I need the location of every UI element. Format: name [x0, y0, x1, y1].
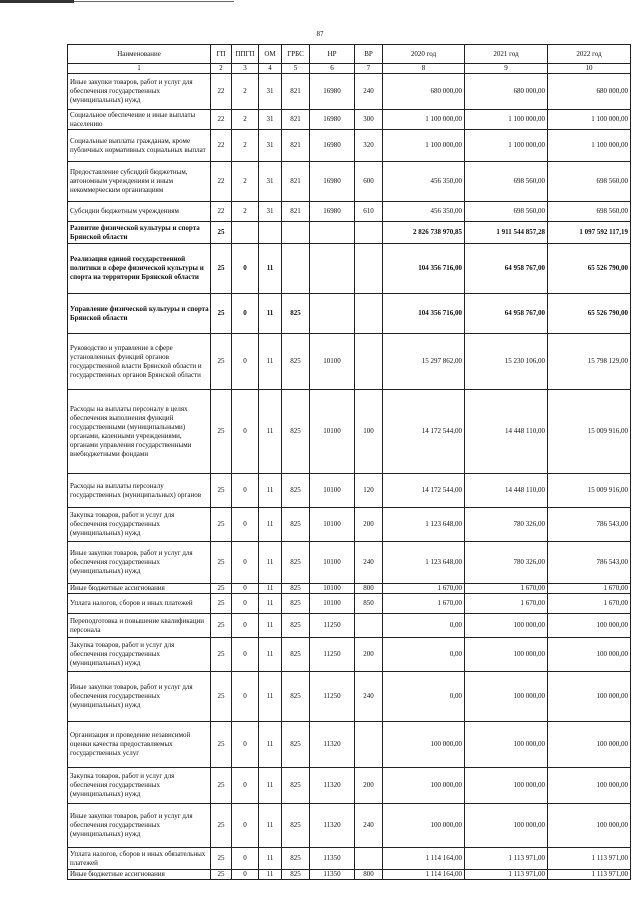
cell-ppgp	[232, 222, 259, 244]
cell-vr	[355, 222, 383, 244]
cell-2021: 100 000,00	[465, 804, 548, 848]
cell-vr: 240	[355, 542, 383, 584]
cell-2020: 100 000,00	[383, 722, 465, 768]
cell-gp: 25	[211, 638, 232, 672]
col-header-2021: 2021 год	[465, 45, 548, 64]
cell-nr: 11320	[310, 722, 355, 768]
cell-2022: 1 113 971,00	[548, 848, 631, 870]
cell-nr: 11350	[310, 870, 355, 880]
cell-name: Организация и проведение независимой оценки качества предоставляемых государственных услуг	[68, 722, 211, 768]
cell-name: Социальное обеспечение и иные выплаты населению	[68, 110, 211, 130]
cell-vr: 200	[355, 638, 383, 672]
cell-ppgp: 0	[232, 804, 259, 848]
cell-2022: 680 000,00	[548, 74, 631, 110]
cell-ppgp: 0	[232, 508, 259, 542]
cell-nr: 16980	[310, 130, 355, 162]
cell-2022: 786 543,00	[548, 542, 631, 584]
cell-om: 11	[259, 804, 282, 848]
table-row	[68, 638, 631, 672]
cell-2022: 100 000,00	[548, 672, 631, 722]
cell-2020: 1 114 164,00	[383, 848, 465, 870]
cell-name: Иные закупки товаров, работ и услуг для обеспечения государственных (муниципальных) нужд	[68, 672, 211, 722]
cell-2022: 100 000,00	[548, 614, 631, 638]
cell-name: Расходы на выплаты персоналу в целях обеспечения выполнения функций государственными (муниципальными) органами, казенными учреждениями, органами управления государственными внебюджетными фондами	[68, 390, 211, 474]
table-row	[68, 722, 631, 768]
cell-gp: 25	[211, 584, 232, 594]
cell-om: 11	[259, 722, 282, 768]
cell-om: 11	[259, 594, 282, 614]
cell-ppgp: 2	[232, 130, 259, 162]
header-row	[68, 45, 631, 64]
cell-nr: 11250	[310, 614, 355, 638]
cell-2021: 780 326,00	[465, 508, 548, 542]
col-number: 1	[68, 64, 211, 74]
cell-ppgp: 0	[232, 334, 259, 390]
cell-vr: 850	[355, 594, 383, 614]
cell-vr: 100	[355, 390, 383, 474]
cell-2022: 1 100 000,00	[548, 130, 631, 162]
cell-gp: 25	[211, 542, 232, 584]
col-number: 5	[282, 64, 310, 74]
cell-2020: 1 670,00	[383, 594, 465, 614]
cell-2021: 698 560,00	[465, 202, 548, 222]
cell-ppgp: 0	[232, 390, 259, 474]
cell-om: 11	[259, 508, 282, 542]
cell-name: Переподготовка и повышение квалификации персонала	[68, 614, 211, 638]
cell-vr	[355, 244, 383, 294]
cell-2022: 1 100 000,00	[548, 110, 631, 130]
cell-grbs: 825	[282, 848, 310, 870]
cell-om: 31	[259, 202, 282, 222]
budget-table	[67, 44, 631, 880]
cell-gp: 22	[211, 162, 232, 202]
cell-om: 11	[259, 848, 282, 870]
cell-om: 11	[259, 584, 282, 594]
cell-grbs: 825	[282, 390, 310, 474]
cell-vr: 240	[355, 74, 383, 110]
table-row	[68, 672, 631, 722]
cell-2021: 1 100 000,00	[465, 110, 548, 130]
cell-grbs: 825	[282, 614, 310, 638]
cell-2022: 1 670,00	[548, 584, 631, 594]
cell-vr	[355, 294, 383, 334]
cell-vr: 320	[355, 130, 383, 162]
col-number: 2	[211, 64, 232, 74]
cell-2020: 1 100 000,00	[383, 130, 465, 162]
table-row	[68, 130, 631, 162]
cell-2022: 786 543,00	[548, 508, 631, 542]
col-header-nr: НР	[310, 45, 355, 64]
cell-gp: 25	[211, 508, 232, 542]
cell-nr: 11350	[310, 848, 355, 870]
cell-om: 31	[259, 110, 282, 130]
cell-gp: 22	[211, 110, 232, 130]
cell-2021: 1 670,00	[465, 594, 548, 614]
col-number: 8	[383, 64, 465, 74]
cell-2022: 100 000,00	[548, 722, 631, 768]
cell-gp: 25	[211, 672, 232, 722]
cell-nr: 10100	[310, 334, 355, 390]
table-row	[68, 768, 631, 804]
cell-2021: 1 113 971,00	[465, 848, 548, 870]
table-row	[68, 594, 631, 614]
cell-2020: 1 123 648,00	[383, 508, 465, 542]
cell-grbs: 825	[282, 870, 310, 880]
cell-2022: 15 009 916,00	[548, 390, 631, 474]
cell-2022: 1 113 971,00	[548, 870, 631, 880]
cell-om: 11	[259, 672, 282, 722]
cell-name: Субсидии бюджетным учреждениям	[68, 202, 211, 222]
table-row	[68, 584, 631, 594]
cell-nr: 10100	[310, 390, 355, 474]
cell-2021: 100 000,00	[465, 638, 548, 672]
cell-ppgp: 0	[232, 638, 259, 672]
cell-name: Реализация единой государственной политики в сфере физической культуры и спорта на территории Брянской области	[68, 244, 211, 294]
cell-nr: 16980	[310, 110, 355, 130]
cell-nr: 10100	[310, 474, 355, 508]
cell-2021: 64 958 767,00	[465, 294, 548, 334]
cell-nr: 10100	[310, 594, 355, 614]
cell-vr	[355, 848, 383, 870]
cell-vr: 200	[355, 508, 383, 542]
cell-2022: 15 798 129,00	[548, 334, 631, 390]
cell-2021: 100 000,00	[465, 614, 548, 638]
cell-vr: 800	[355, 870, 383, 880]
cell-grbs: 825	[282, 804, 310, 848]
cell-ppgp: 2	[232, 74, 259, 110]
table-row	[68, 474, 631, 508]
cell-name: Закупка товаров, работ и услуг для обеспечения государственных (муниципальных) нужд	[68, 768, 211, 804]
cell-nr: 16980	[310, 202, 355, 222]
cell-gp: 25	[211, 614, 232, 638]
cell-2020: 1 123 648,00	[383, 542, 465, 584]
cell-om: 11	[259, 614, 282, 638]
cell-2022: 65 526 790,00	[548, 294, 631, 334]
cell-ppgp: 0	[232, 594, 259, 614]
cell-grbs: 825	[282, 584, 310, 594]
cell-gp: 25	[211, 722, 232, 768]
cell-nr: 11250	[310, 638, 355, 672]
cell-name: Управление физической культуры и спорта Брянской области	[68, 294, 211, 334]
cell-gp: 25	[211, 870, 232, 880]
cell-2021: 100 000,00	[465, 672, 548, 722]
cell-grbs: 825	[282, 722, 310, 768]
cell-ppgp: 0	[232, 870, 259, 880]
cell-2021: 14 448 110,00	[465, 474, 548, 508]
col-number: 10	[548, 64, 631, 74]
cell-2020: 456 350,00	[383, 202, 465, 222]
cell-2020: 1 670,00	[383, 584, 465, 594]
cell-name: Закупка товаров, работ и услуг для обеспечения государственных (муниципальных) нужд	[68, 638, 211, 672]
cell-vr: 240	[355, 672, 383, 722]
cell-om: 11	[259, 638, 282, 672]
table-row	[68, 162, 631, 202]
cell-gp: 25	[211, 294, 232, 334]
cell-nr	[310, 222, 355, 244]
cell-gp: 25	[211, 244, 232, 294]
cell-om: 11	[259, 244, 282, 294]
cell-grbs: 825	[282, 638, 310, 672]
cell-2020: 15 297 862,00	[383, 334, 465, 390]
table-row	[68, 804, 631, 848]
cell-gp: 25	[211, 848, 232, 870]
top-rule-thin	[74, 1, 234, 2]
cell-grbs: 825	[282, 672, 310, 722]
cell-2021: 680 000,00	[465, 74, 548, 110]
table-row	[68, 244, 631, 294]
col-header-2020: 2020 год	[383, 45, 465, 64]
cell-2020: 100 000,00	[383, 768, 465, 804]
cell-vr: 200	[355, 768, 383, 804]
cell-ppgp: 0	[232, 294, 259, 334]
cell-om: 11	[259, 542, 282, 584]
cell-om: 11	[259, 768, 282, 804]
cell-nr: 16980	[310, 162, 355, 202]
cell-grbs: 825	[282, 508, 310, 542]
table-row	[68, 542, 631, 584]
col-header-vr: ВР	[355, 45, 383, 64]
cell-vr	[355, 614, 383, 638]
cell-name: Предоставление субсидий бюджетным, автономным учреждениям и иным некоммерческим организациям	[68, 162, 211, 202]
table-row	[68, 390, 631, 474]
col-header-2022: 2022 год	[548, 45, 631, 64]
cell-om: 11	[259, 870, 282, 880]
cell-2020: 456 350,00	[383, 162, 465, 202]
cell-ppgp: 0	[232, 474, 259, 508]
cell-name: Иные закупки товаров, работ и услуг для обеспечения государственных (муниципальных) нужд	[68, 542, 211, 584]
cell-2022: 1 097 592 117,19	[548, 222, 631, 244]
table-row	[68, 870, 631, 880]
cell-grbs	[282, 244, 310, 294]
cell-2021: 1 113 971,00	[465, 870, 548, 880]
cell-2021: 698 560,00	[465, 162, 548, 202]
cell-grbs: 825	[282, 542, 310, 584]
table-row	[68, 614, 631, 638]
cell-2020: 14 172 544,00	[383, 390, 465, 474]
col-header-ppgp: ППГП	[232, 45, 259, 64]
cell-name: Иные бюджетные ассигнования	[68, 584, 211, 594]
cell-name: Иные бюджетные ассигнования	[68, 870, 211, 880]
cell-nr: 11250	[310, 672, 355, 722]
cell-gp: 22	[211, 202, 232, 222]
cell-nr: 11320	[310, 804, 355, 848]
cell-2021: 780 326,00	[465, 542, 548, 584]
cell-2022: 15 009 916,00	[548, 474, 631, 508]
col-number: 3	[232, 64, 259, 74]
cell-2022: 698 560,00	[548, 162, 631, 202]
col-number: 9	[465, 64, 548, 74]
cell-2021: 64 958 767,00	[465, 244, 548, 294]
cell-2020: 1 100 000,00	[383, 110, 465, 130]
cell-vr: 120	[355, 474, 383, 508]
cell-2020: 1 114 164,00	[383, 870, 465, 880]
cell-om: 11	[259, 474, 282, 508]
cell-om: 11	[259, 294, 282, 334]
cell-ppgp: 2	[232, 202, 259, 222]
cell-gp: 25	[211, 768, 232, 804]
cell-gp: 22	[211, 74, 232, 110]
cell-ppgp: 0	[232, 542, 259, 584]
cell-gp: 25	[211, 334, 232, 390]
cell-grbs: 825	[282, 594, 310, 614]
cell-nr: 11320	[310, 768, 355, 804]
cell-vr: 800	[355, 584, 383, 594]
cell-name: Иные закупки товаров, работ и услуг для обеспечения государственных (муниципальных) нужд	[68, 804, 211, 848]
cell-gp: 25	[211, 474, 232, 508]
cell-grbs: 825	[282, 768, 310, 804]
cell-2022: 1 670,00	[548, 594, 631, 614]
cell-name: Руководство и управление в сфере установленных функций органов государственной власти Брянской области и государственных органов Брянской области	[68, 334, 211, 390]
cell-om: 31	[259, 74, 282, 110]
cell-ppgp: 0	[232, 672, 259, 722]
cell-2020: 0,00	[383, 614, 465, 638]
cell-ppgp: 0	[232, 768, 259, 804]
cell-gp: 22	[211, 130, 232, 162]
cell-2022: 100 000,00	[548, 804, 631, 848]
cell-2022: 100 000,00	[548, 768, 631, 804]
cell-gp: 25	[211, 222, 232, 244]
cell-vr: 600	[355, 162, 383, 202]
cell-2022: 100 000,00	[548, 638, 631, 672]
col-number: 6	[310, 64, 355, 74]
cell-gp: 25	[211, 804, 232, 848]
cell-grbs: 825	[282, 334, 310, 390]
table-row	[68, 508, 631, 542]
col-header-om: ОМ	[259, 45, 282, 64]
cell-name: Расходы на выплаты персоналу государственных (муниципальных) органов	[68, 474, 211, 508]
cell-2020: 680 000,00	[383, 74, 465, 110]
cell-grbs: 825	[282, 474, 310, 508]
cell-om: 11	[259, 334, 282, 390]
top-rule	[0, 0, 74, 3]
cell-2021: 14 448 110,00	[465, 390, 548, 474]
cell-nr: 10100	[310, 542, 355, 584]
cell-gp: 25	[211, 390, 232, 474]
column-number-row	[68, 64, 631, 74]
cell-vr: 240	[355, 804, 383, 848]
col-number: 4	[259, 64, 282, 74]
cell-om: 11	[259, 390, 282, 474]
cell-grbs: 821	[282, 162, 310, 202]
cell-ppgp: 0	[232, 722, 259, 768]
cell-ppgp: 0	[232, 614, 259, 638]
cell-name: Закупка товаров, работ и услуг для обеспечения государственных (муниципальных) нужд	[68, 508, 211, 542]
cell-nr: 10100	[310, 508, 355, 542]
cell-nr	[310, 244, 355, 294]
table-row	[68, 110, 631, 130]
cell-om	[259, 222, 282, 244]
table-row	[68, 74, 631, 110]
cell-2021: 1 911 544 857,28	[465, 222, 548, 244]
cell-2021: 100 000,00	[465, 768, 548, 804]
cell-name: Развитие физической культуры и спорта Брянской области	[68, 222, 211, 244]
cell-om: 31	[259, 162, 282, 202]
table-row	[68, 848, 631, 870]
cell-grbs	[282, 222, 310, 244]
cell-name: Иные закупки товаров, работ и услуг для обеспечения государственных (муниципальных) нужд	[68, 74, 211, 110]
cell-2020: 104 356 716,00	[383, 244, 465, 294]
cell-grbs: 821	[282, 130, 310, 162]
cell-2020: 0,00	[383, 638, 465, 672]
cell-vr	[355, 334, 383, 390]
cell-nr: 10100	[310, 584, 355, 594]
cell-om: 31	[259, 130, 282, 162]
table-row	[68, 334, 631, 390]
cell-2022: 698 560,00	[548, 202, 631, 222]
col-header-name: Наименование	[68, 45, 211, 64]
cell-2020: 14 172 544,00	[383, 474, 465, 508]
col-header-gp: ГП	[211, 45, 232, 64]
table-row	[68, 294, 631, 334]
cell-name: Социальные выплаты гражданам, кроме публичных нормативных социальных выплат	[68, 130, 211, 162]
cell-grbs: 821	[282, 110, 310, 130]
cell-ppgp: 2	[232, 110, 259, 130]
table-row	[68, 202, 631, 222]
cell-2020: 104 356 716,00	[383, 294, 465, 334]
cell-vr: 300	[355, 110, 383, 130]
col-number: 7	[355, 64, 383, 74]
table-row	[68, 222, 631, 244]
cell-ppgp: 0	[232, 848, 259, 870]
cell-name: Уплата налогов, сборов и иных обязательных платежей	[68, 848, 211, 870]
cell-2022: 65 526 790,00	[548, 244, 631, 294]
cell-grbs: 821	[282, 74, 310, 110]
cell-2021: 1 670,00	[465, 584, 548, 594]
cell-grbs: 825	[282, 294, 310, 334]
cell-vr: 610	[355, 202, 383, 222]
cell-gp: 25	[211, 594, 232, 614]
cell-ppgp: 0	[232, 244, 259, 294]
cell-nr: 16980	[310, 74, 355, 110]
col-header-grbs: ГРБС	[282, 45, 310, 64]
cell-grbs: 821	[282, 202, 310, 222]
cell-vr	[355, 722, 383, 768]
cell-2021: 100 000,00	[465, 722, 548, 768]
cell-ppgp: 0	[232, 584, 259, 594]
cell-ppgp: 2	[232, 162, 259, 202]
cell-name: Уплата налогов, сборов и иных платежей	[68, 594, 211, 614]
cell-2020: 100 000,00	[383, 804, 465, 848]
cell-2021: 15 230 106,00	[465, 334, 548, 390]
cell-2021: 1 100 000,00	[465, 130, 548, 162]
cell-nr	[310, 294, 355, 334]
page-number: 87	[316, 30, 324, 38]
cell-2020: 0,00	[383, 672, 465, 722]
cell-2020: 2 826 738 970,85	[383, 222, 465, 244]
